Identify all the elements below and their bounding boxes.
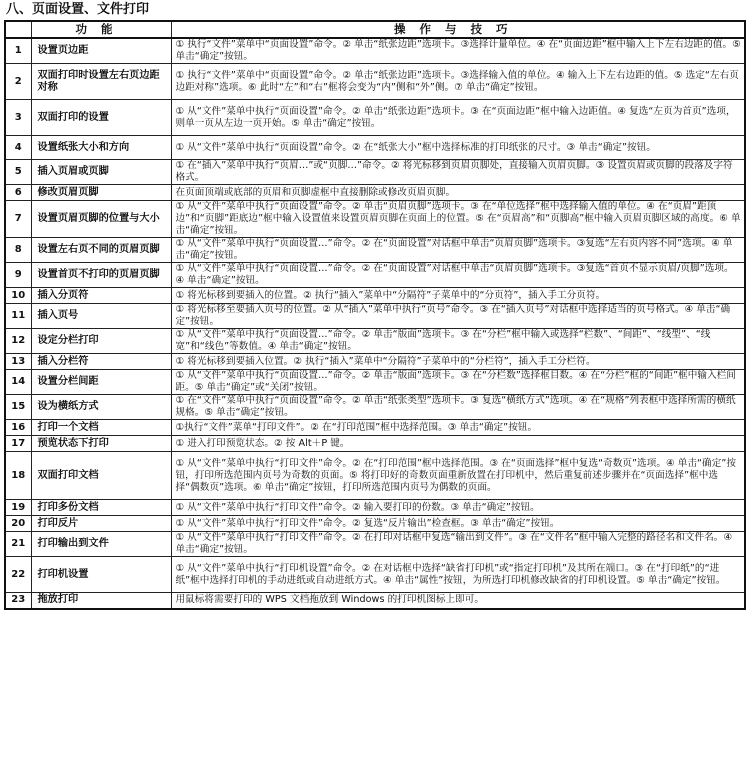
row-number [5,185,31,201]
table-row [5,136,745,160]
table-row [5,452,745,500]
row-operation-text: ① 在“文件”菜单中执行“页面设置”命令。② 单击“纸张类型”选项卡。③ 复选“横纸方式”选项。④ 在“规格”列表框中选择所需的横纸规格。⑤ 单击“确定”按钮。 [175,395,736,418]
table-row [5,201,745,238]
row-function [31,370,171,395]
table-row [5,185,745,201]
row-number [5,263,31,288]
table-row [5,64,745,100]
row-operation [171,288,745,304]
row-number [5,304,31,329]
row-function [31,64,171,100]
row-number-text: 18 [11,469,26,481]
row-function [31,532,171,557]
table-row [5,557,745,593]
row-operation [171,263,745,288]
row-number [5,516,31,532]
row-number-text: 3 [14,111,22,123]
row-operation-text: ①执行“文件”菜单“打印文件”。② 在“打印范围”框中选择范围。③ 单击“确定”按钮。 [175,421,538,433]
row-number [5,160,31,185]
table-row [5,420,745,436]
row-function [31,354,171,370]
row-number [5,38,31,64]
table-row [5,593,745,609]
row-function-text: 打印反片 [37,517,79,529]
row-operation-text: ① 在“插入”菜单中执行“页眉…”或“页脚…”命令。② 将光标移到页眉页脚处，直接输入页眉页脚。③ 设置页眉或页脚的段落及字符格式。 [175,160,733,183]
row-number [5,329,31,354]
row-number [5,64,31,100]
row-operation [171,136,745,160]
row-number [5,436,31,452]
row-function-text: 修改页眉页脚 [37,186,99,198]
row-operation [171,329,745,354]
row-function-text: 设为横纸方式 [37,401,99,412]
row-operation [171,532,745,557]
row-number [5,500,31,516]
row-operation-text: ① 从“文件”菜单中执行“页面设置”命令。② 单击“纸张边距”选项卡。③ 在“页面边距”框中输入边距值。④ 复选“左页为首页”选项，则单一页从左边一页开始。⑤ 单击“确定”按钮。 [175,105,736,129]
row-function [31,136,171,160]
row-number-text: 7 [14,213,22,224]
row-number-text: 10 [11,289,26,301]
table-row [5,395,745,420]
row-number-text: 9 [14,269,22,280]
page [4,0,746,610]
row-function [31,100,171,136]
row-number-text: 6 [14,186,22,198]
row-number-text: 16 [11,421,26,433]
row-number-text: 4 [14,141,22,153]
table-row [5,329,745,354]
row-operation-text: 在页面顶端或底部的页眉和页脚虚框中直接删除或修改页眉页脚。 [175,186,456,198]
row-function [31,38,171,64]
row-operation [171,420,745,436]
row-number-text: 2 [14,75,22,87]
row-function-text: 双面打印的设置 [37,111,109,123]
row-function-text: 设置首页不打印的页眉页脚 [37,269,160,280]
row-number [5,201,31,238]
table-row [5,304,745,329]
row-operation [171,436,745,452]
row-operation-text: ① 从“文件”菜单中执行“页面设置…”命令。② 在“页面设置”对话框中单击“页眉页脚”选项卡。③复选“左右页内容不同”选项。④ 单击“确定”按钮。 [175,238,733,261]
row-number [5,136,31,160]
row-operation-text: ① 从“文件”菜单中执行“打印文件”命令。② 复选“反片输出”检查框。③ 单击“确定”按钮。 [175,517,560,529]
row-function-text: 设置分栏间距 [37,376,99,387]
row-operation [171,593,745,609]
row-operation [171,160,745,185]
row-operation-text: ① 从“文件”菜单中执行“打印文件”命令。② 输入要打印的份数。③ 单击“确定”按钮。 [175,501,540,513]
row-number [5,100,31,136]
operations-table [4,20,746,610]
row-function-text: 设置页边距 [37,45,89,56]
row-function-text: 设置左右页不同的页眉页脚 [37,244,160,255]
section-heading: 八、页面设置、文件打印 [6,2,150,17]
row-operation-text: ① 将光标移到要插入的位置。② 执行“插入”菜单中“分隔符”子菜单中的“分页符”，插入手工分页符。 [175,289,606,301]
row-function [31,201,171,238]
row-number [5,593,31,609]
table-row [5,100,745,136]
row-operation-text: ① 从“文件”菜单中执行“打印文件”命令。② 在打印对话框中复选“输出到文件”。③ 在“文件名”框中输入完整的路径名和文件名。④ 单击“确定”按钮。 [175,532,736,555]
row-function-text: 插入分页符 [37,289,89,301]
row-function-text: 插入分栏符 [37,355,89,367]
row-number-text: 5 [14,166,22,177]
row-operation-text: 用鼠标将需要打印的 WPS 文档拖放到 Windows 的打印机图标上即可。 [175,594,485,606]
row-function-text: 双面打印时设置左右页边距对称 [37,69,160,93]
row-function-text: 打印机设置 [37,568,89,580]
row-function [31,304,171,329]
row-function [31,185,171,201]
row-function-text: 打印多份文档 [37,501,99,513]
row-number-text: 8 [14,244,22,255]
row-operation [171,452,745,500]
row-operation [171,395,745,420]
row-operation-text: ① 从“文件”菜单中执行“页面设置”命令。② 单击“页眉页脚”选项卡。③ 在“单位选择”框中选择输入值的单位。④ 在“页眉”距顶边”和“页脚”距底边”框中输入设置值来设置页眉页脚在页面上的位置。⑤ 在“页眉高”和“页脚高”框中输入页眉页脚区域的高度。⑥ 单击“确定”按钮。 [175,201,741,236]
row-function [31,436,171,452]
row-number-text: 23 [11,594,26,606]
row-operation-text: ① 执行“文件”菜单中“页面设置”命令。② 单击“纸张边距”选项卡。③选择计量单位。④ 在“页面边距”框中输入上下左右边距的值。⑤ 单击“确定”按钮。 [175,39,744,62]
row-operation [171,516,745,532]
header-number [5,21,31,38]
row-function-text: 拖放打印 [37,594,79,606]
row-function-text: 插入页眉或页脚 [37,166,109,177]
row-number [5,395,31,420]
row-operation-text: ① 进入打印预览状态。② 按 Alt＋P 键。 [175,437,350,449]
row-operation [171,64,745,100]
row-number-text: 12 [11,335,26,346]
row-number-text: 22 [11,568,26,580]
row-number [5,238,31,263]
row-function [31,238,171,263]
row-number-text: 19 [11,501,26,513]
row-number [5,288,31,304]
table-row [5,263,745,288]
header-operation: 操作与技巧 [171,21,745,38]
row-operation [171,304,745,329]
row-number [5,452,31,500]
table-row [5,160,745,185]
row-function [31,557,171,593]
row-function-text: 设定分栏打印 [37,335,99,346]
row-number-text: 17 [11,437,26,449]
row-number-text: 20 [11,517,26,529]
row-function [31,263,171,288]
table-row [5,532,745,557]
row-function [31,395,171,420]
row-function [31,500,171,516]
row-operation-text: ① 从“文件”菜单中执行“页面设置…”命令。② 在“页面设置”对话框中单击“页眉页脚”选项卡。③复选“首页不显示页眉/页脚”选项。④ 单击“确定”按钮。 [175,263,734,286]
row-operation [171,38,745,64]
table-row [5,288,745,304]
row-function [31,288,171,304]
row-function-text: 打印一个文档 [37,421,99,433]
row-function-text: 打印输出到文件 [37,538,109,549]
row-function [31,593,171,609]
row-function-text: 插入页号 [37,310,79,321]
row-function-text: 设置纸张大小和方向 [37,141,130,153]
row-operation [171,201,745,238]
row-function [31,516,171,532]
header-function: 功能 [31,21,171,38]
row-function [31,420,171,436]
row-number [5,420,31,436]
row-function-text: 设置页眉页脚的位置与大小 [37,213,160,224]
table-row [5,500,745,516]
row-number-text: 1 [14,45,22,56]
table-row [5,38,745,64]
row-function [31,452,171,500]
row-number-text: 11 [11,310,26,321]
row-operation-text: ① 从“文件”菜单中执行“页面设置…”命令。② 单击“版面”选项卡。③ 在“分栏”框中输入或选择“栏数”、“间距”、“线型”、“线宽”和“线色”等数值。④ 单击“确定”按钮。 [175,329,711,352]
row-operation-text: ① 从“文件”菜单中执行“打印机设置”命令。② 在对话框中选择“缺省打印机”或“指定打印机”及其所在端口。③ 在“打印纸”的“进纸”框中选择打印机的手动进纸或自动进纸方式。④ 单击“属性”按钮，为所选打印机修改缺省的打印机设置。⑤ 单击“确定”按钮。 [175,562,726,586]
row-number [5,557,31,593]
table-row [5,516,745,532]
table-row [5,436,745,452]
row-operation [171,238,745,263]
table-body [5,38,745,609]
table-row [5,370,745,395]
row-operation-text: ① 将光标移到要插入位置。② 执行“插入”菜单中“分隔符”子菜单中的“分栏符”，插入手工分栏符。 [175,355,596,367]
row-number [5,370,31,395]
row-number-text: 21 [11,538,26,549]
row-operation [171,500,745,516]
row-operation-text: ① 将光标移至要插入页号的位置。② 从“插入”菜单中执行“页号”命令。③ 在“插入页号”对话框中选择适当的页号格式。④ 单击“确定”按钮。 [175,304,731,327]
row-operation [171,370,745,395]
row-function [31,160,171,185]
row-operation-text: ① 执行“文件”菜单中“页面设置”命令。② 单击“纸张边距”选项卡。③选择输入值的单位。④ 输入上下左右边距的值。⑤ 选定“左右页边距对称”选项。⑥ 此时“左”和“右”框将会变为“内”侧和“外”侧。⑦ 单击“确定”按钮。 [175,69,739,93]
row-operation [171,354,745,370]
row-number [5,354,31,370]
table-row [5,238,745,263]
row-number [5,532,31,557]
row-operation [171,100,745,136]
row-operation [171,185,745,201]
row-operation-text: ① 从“文件”菜单中执行“打印文件”命令。② 在“打印范围”框中选择范围。③ 在“页面选择”框中复选“奇数页”选项。④ 单击“确定”按钮，打印所选范围内页号为奇数的页面。⑤ 将打印好的奇数页面重新放置在打印机中，然后重复前述步骤并在“页面选择”框中选择“偶数页”选项。⑥ 单击“确定”按钮，打印所选范围内页号为偶数的页面。 [175,457,736,493]
table-header-row [5,21,745,38]
row-operation [171,557,745,593]
row-function-text: 预览状态下打印 [37,437,109,449]
row-number-text: 15 [11,401,26,412]
row-number-text: 13 [11,355,26,367]
table-row [5,354,745,370]
row-operation-text: ① 从“文件”菜单中执行“页面设置”命令。② 在“纸张大小”框中选择标准的打印纸张的尺寸。③ 单击“确定”按钮。 [175,141,656,153]
row-operation-text: ① 从“文件”菜单中执行“页面设置…”命令。② 单击“版面”选项卡。③ 在“分栏数”选择框目数。④ 在“分栏”框的“间距”框中输入栏间距。⑤ 单击“确定”或“关闭”按钮。 [175,370,736,393]
row-function [31,329,171,354]
row-function-text: 双面打印文档 [37,469,99,481]
row-number-text: 14 [11,376,26,387]
